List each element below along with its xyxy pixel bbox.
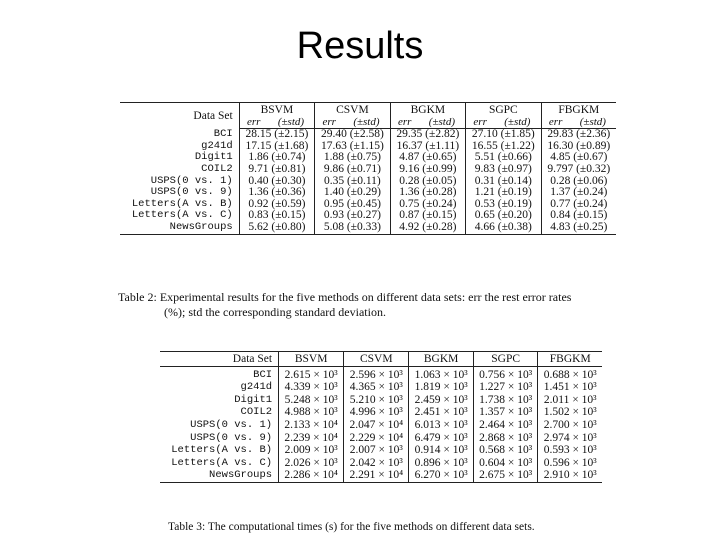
time-cell: 2.700 × 10³ — [543, 418, 597, 431]
table-row — [120, 222, 616, 234]
table2-subheader-std: (±std) — [494, 117, 541, 129]
table-row — [160, 419, 602, 432]
time-cell: 2.974 × 10³ — [543, 431, 597, 444]
error-cell: 9.797 (±0.32) — [547, 162, 611, 175]
time-cell: 2.286 × 10⁴ — [279, 469, 344, 482]
time-cell: 2.464 × 10³ — [473, 419, 538, 432]
time-cell: 6.270 × 10³ — [409, 469, 474, 482]
dataset-name: BCI — [160, 366, 279, 381]
error-cell: 5.08 (±0.33) — [315, 222, 390, 234]
table2-caption-line1: Table 2: Experimental results for the five methods on different data sets: err the rest error rates — [118, 290, 572, 304]
results-error-table — [120, 102, 616, 235]
table2-col-csvm: CSVM — [315, 103, 390, 117]
table2-col-dataset: Data Set — [120, 103, 239, 129]
error-cell: 0.40 (±0.30) — [239, 176, 314, 188]
time-cell: 1.357 × 10³ — [473, 406, 538, 419]
table2-col-sgpc: SGPC — [466, 103, 541, 117]
table-row — [160, 394, 602, 407]
table3-col-bgkm: BGKM — [409, 352, 474, 367]
error-cell: 5.62 (±0.80) — [239, 222, 314, 234]
dataset-name: BCI — [120, 129, 239, 141]
time-cell: 2.229 × 10⁴ — [344, 432, 409, 445]
error-cell: 28.15 (±2.15) — [239, 129, 314, 141]
time-cell: 0.596 × 10³ — [543, 456, 597, 469]
dataset-name: Letters(A vs. B) — [160, 444, 279, 457]
error-cell: 16.55 (±1.22) — [466, 141, 541, 153]
table-row — [160, 444, 602, 457]
error-cell: 4.87 (±0.65) — [390, 152, 465, 164]
error-cell: 0.92 (±0.59) — [239, 199, 314, 211]
time-cell: 0.688 × 10³ — [543, 368, 597, 381]
table2-col-bgkm: BGKM — [390, 103, 465, 117]
error-cell: 1.37 (±0.24) — [550, 186, 608, 199]
error-cell: 1.21 (±0.19) — [466, 187, 541, 199]
error-cell: 9.86 (±0.71) — [315, 164, 390, 176]
time-cell: 1.227 × 10³ — [473, 381, 538, 394]
error-cell: 1.40 (±0.29) — [315, 187, 390, 199]
table3-body — [160, 366, 602, 482]
time-cell: 2.239 × 10⁴ — [279, 432, 344, 445]
table2-caption — [118, 290, 628, 320]
table-row — [120, 164, 616, 176]
time-cell: 2.596 × 10³ — [344, 366, 409, 381]
error-cell: 0.95 (±0.45) — [315, 199, 390, 211]
time-cell: 1.738 × 10³ — [473, 394, 538, 407]
error-cell: 0.28 (±0.06) — [550, 174, 608, 187]
error-cell: 0.31 (±0.14) — [466, 176, 541, 188]
time-cell: 4.988 × 10³ — [279, 406, 344, 419]
table2-subheader-std: (±std) — [570, 117, 616, 129]
dataset-name: NewsGroups — [160, 469, 279, 482]
table3-caption: Table 3: The computational times (s) for the five methods on different data sets. — [168, 521, 535, 533]
error-cell: 0.53 (±0.19) — [466, 199, 541, 211]
dataset-name: Digit1 — [120, 152, 239, 164]
time-cell: 2.011 × 10³ — [543, 393, 597, 406]
time-cell: 4.339 × 10³ — [279, 381, 344, 394]
dataset-name: Digit1 — [160, 394, 279, 407]
time-cell: 6.479 × 10³ — [409, 432, 474, 445]
time-cell: 2.451 × 10³ — [409, 406, 474, 419]
table3-col-fbgkm: FBGKM — [538, 352, 602, 367]
time-cell: 2.042 × 10³ — [344, 457, 409, 470]
dataset-name: USPS(0 vs. 9) — [120, 187, 239, 199]
table-row — [160, 406, 602, 419]
error-cell: 0.87 (±0.15) — [390, 210, 465, 222]
table2-subheader-err: err — [390, 117, 419, 129]
error-cell: 0.75 (±0.24) — [390, 199, 465, 211]
table3-col-sgpc: SGPC — [473, 352, 538, 367]
table2-header-row — [120, 103, 616, 117]
time-cell: 1.819 × 10³ — [409, 381, 474, 394]
dataset-name: COIL2 — [160, 406, 279, 419]
error-cell: 4.83 (±0.25) — [550, 220, 608, 233]
dataset-name: g241d — [160, 381, 279, 394]
error-cell: 27.10 (±1.85) — [466, 129, 541, 141]
error-cell: 0.35 (±0.11) — [315, 176, 390, 188]
time-cell: 0.914 × 10³ — [409, 444, 474, 457]
error-cell: 16.30 (±0.89) — [547, 139, 611, 152]
table-row — [160, 457, 602, 470]
table2-col-bsvm: BSVM — [239, 103, 314, 117]
time-cell: 2.675 × 10³ — [473, 469, 538, 482]
error-cell: 0.83 (±0.15) — [239, 210, 314, 222]
error-cell: 0.84 (±0.15) — [550, 209, 608, 222]
table3-col-bsvm: BSVM — [279, 352, 344, 367]
table3-header-row — [160, 352, 602, 367]
time-cell: 2.615 × 10³ — [279, 366, 344, 381]
error-cell: 0.93 (±0.27) — [315, 210, 390, 222]
error-cell: 4.92 (±0.28) — [390, 222, 465, 234]
table2-subheader-err: err — [541, 117, 570, 129]
dataset-name: USPS(0 vs. 1) — [160, 419, 279, 432]
table-row — [160, 366, 602, 381]
time-cell: 0.756 × 10³ — [473, 366, 538, 381]
slide-title: Results — [296, 25, 424, 67]
time-cell: 2.291 × 10⁴ — [344, 469, 409, 482]
error-cell: 1.86 (±0.74) — [239, 152, 314, 164]
time-cell: 2.047 × 10⁴ — [344, 419, 409, 432]
time-cell: 5.248 × 10³ — [279, 394, 344, 407]
error-cell: 29.35 (±2.82) — [390, 129, 465, 141]
table2-subheader-err: err — [315, 117, 344, 129]
time-cell: 1.451 × 10³ — [543, 381, 597, 394]
time-cell: 1.063 × 10³ — [409, 366, 474, 381]
error-cell: 4.85 (±0.67) — [550, 151, 608, 164]
dataset-name: USPS(0 vs. 1) — [120, 176, 239, 188]
time-cell: 4.365 × 10³ — [344, 381, 409, 394]
time-cell: 2.459 × 10³ — [409, 394, 474, 407]
dataset-name: NewsGroups — [120, 222, 239, 234]
dataset-name: Letters(A vs. B) — [120, 199, 239, 211]
error-cell: 9.83 (±0.97) — [466, 164, 541, 176]
error-cell: 1.36 (±0.36) — [239, 187, 314, 199]
time-cell: 2.868 × 10³ — [473, 432, 538, 445]
table3-col-dataset: Data Set — [160, 352, 279, 367]
table2-body — [120, 129, 616, 234]
computational-times-table — [160, 351, 602, 483]
table-row — [120, 187, 616, 199]
dataset-name: COIL2 — [120, 164, 239, 176]
table-row — [120, 129, 616, 141]
time-cell: 0.604 × 10³ — [473, 457, 538, 470]
error-cell: 17.15 (±1.68) — [239, 141, 314, 153]
error-cell: 1.88 (±0.75) — [315, 152, 390, 164]
error-cell: 0.65 (±0.20) — [466, 210, 541, 222]
error-cell: 16.37 (±1.11) — [390, 141, 465, 153]
table-row — [160, 381, 602, 394]
table3-col-csvm: CSVM — [344, 352, 409, 367]
time-cell: 2.009 × 10³ — [279, 444, 344, 457]
table2-col-fbgkm: FBGKM — [558, 104, 600, 116]
time-cell: 0.568 × 10³ — [473, 444, 538, 457]
dataset-name: Letters(A vs. C) — [160, 457, 279, 470]
table2-subheader-err: err — [239, 117, 268, 129]
time-cell: 6.013 × 10³ — [409, 419, 474, 432]
time-cell: 5.210 × 10³ — [344, 394, 409, 407]
dataset-name: Letters(A vs. C) — [120, 210, 239, 222]
dataset-name: g241d — [120, 141, 239, 153]
time-cell: 2.007 × 10³ — [344, 444, 409, 457]
table-row — [160, 432, 602, 445]
error-cell: 0.28 (±0.05) — [390, 176, 465, 188]
time-cell: 2.133 × 10⁴ — [279, 419, 344, 432]
error-cell: 17.63 (±1.15) — [315, 141, 390, 153]
dataset-name: USPS(0 vs. 9) — [160, 432, 279, 445]
error-cell: 9.71 (±0.81) — [239, 164, 314, 176]
table2-subheader-err: err — [466, 117, 495, 129]
table2-subheader-std: (±std) — [419, 117, 466, 129]
time-cell: 0.593 × 10³ — [543, 444, 597, 457]
error-cell: 5.51 (±0.66) — [466, 152, 541, 164]
error-cell: 0.77 (±0.24) — [550, 197, 608, 210]
time-cell: 2.026 × 10³ — [279, 457, 344, 470]
time-cell: 4.996 × 10³ — [344, 406, 409, 419]
error-cell: 29.40 (±2.58) — [315, 129, 390, 141]
table-row — [160, 469, 602, 482]
error-cell: 4.66 (±0.38) — [466, 222, 541, 234]
error-cell: 9.16 (±0.99) — [390, 164, 465, 176]
table2-subheader-std: (±std) — [343, 117, 390, 129]
time-cell: 1.502 × 10³ — [543, 406, 597, 419]
error-cell: 1.36 (±0.28) — [390, 187, 465, 199]
error-cell: 29.83 (±2.36) — [547, 128, 611, 141]
time-cell: 0.896 × 10³ — [409, 457, 474, 470]
table2-subheader-std: (±std) — [268, 117, 315, 129]
time-cell: 2.910 × 10³ — [543, 469, 597, 482]
table2-caption-line2: (%); std the corresponding standard deviation. — [164, 305, 386, 319]
